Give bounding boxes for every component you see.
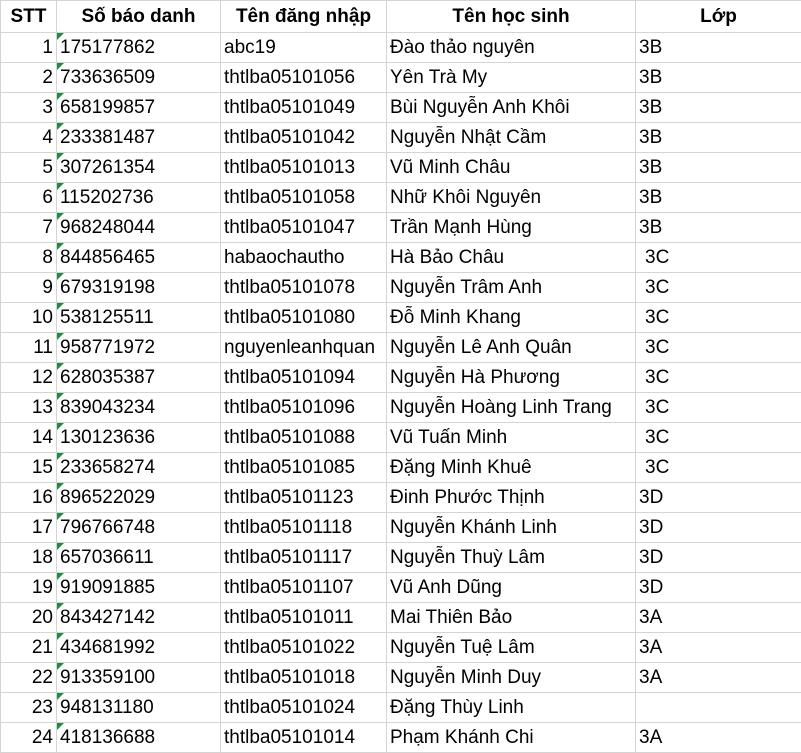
cell-login[interactable] (221, 393, 387, 423)
cell-login[interactable] (221, 33, 387, 63)
cell-name-text: Mai Thiên Bảo (390, 607, 512, 628)
cell-class-text: 3A (639, 727, 662, 748)
cell-sbd-text: 896522029 (60, 487, 155, 508)
cell-name[interactable] (387, 663, 636, 693)
cell-class[interactable] (636, 483, 801, 513)
cell-name[interactable] (387, 213, 636, 243)
table-row (1, 693, 801, 723)
cell-login-text: thtlba05101080 (224, 307, 355, 328)
cell-class[interactable] (636, 303, 801, 333)
cell-class[interactable] (636, 453, 801, 483)
cell-login-text: thtlba05101085 (224, 457, 355, 478)
cell-stt-text: 3 (42, 97, 53, 118)
cell-name[interactable] (387, 573, 636, 603)
cell-sbd[interactable] (57, 663, 221, 693)
cell-class-text: 3B (639, 127, 662, 148)
cell-sbd[interactable] (57, 573, 221, 603)
cell-class[interactable] (636, 93, 801, 123)
header-sbd[interactable]: Số báo danh (57, 1, 221, 33)
number-as-text-indicator-icon (57, 483, 64, 490)
cell-name[interactable] (387, 393, 636, 423)
cell-stt[interactable] (1, 423, 57, 453)
cell-login[interactable] (221, 693, 387, 723)
cell-stt[interactable] (1, 633, 57, 663)
cell-stt-text: 1 (42, 37, 53, 58)
cell-sbd-text: 844856465 (60, 247, 155, 268)
cell-name-text: Nguyễn Hoàng Linh Trang (390, 397, 612, 418)
cell-class-text: 3C (645, 277, 669, 298)
table-body (1, 33, 801, 753)
cell-sbd[interactable] (57, 63, 221, 93)
cell-name-text: Đinh Phước Thịnh (390, 487, 545, 508)
table-row (1, 603, 801, 633)
cell-stt[interactable] (1, 663, 57, 693)
cell-name[interactable] (387, 483, 636, 513)
cell-class[interactable] (636, 723, 801, 753)
number-as-text-indicator-icon (57, 63, 64, 70)
cell-login[interactable] (221, 543, 387, 573)
number-as-text-indicator-icon (57, 303, 64, 310)
cell-name-text: Trần Mạnh Hùng (390, 217, 532, 238)
cell-stt[interactable] (1, 573, 57, 603)
cell-stt[interactable] (1, 303, 57, 333)
cell-class-text: 3D (639, 517, 663, 538)
cell-class[interactable] (636, 273, 801, 303)
number-as-text-indicator-icon (57, 333, 64, 340)
cell-sbd[interactable] (57, 633, 221, 663)
cell-sbd-text: 968248044 (60, 217, 155, 238)
header-row (1, 1, 801, 33)
cell-login[interactable] (221, 663, 387, 693)
cell-stt-text: 22 (32, 667, 53, 688)
cell-login-text: thtlba05101011 (224, 607, 354, 628)
cell-stt-text: 23 (32, 697, 53, 718)
number-as-text-indicator-icon (57, 93, 64, 100)
cell-class-text: 3A (639, 667, 662, 688)
cell-stt[interactable] (1, 243, 57, 273)
cell-class[interactable] (636, 663, 801, 693)
table-row (1, 393, 801, 423)
cell-login-text: thtlba05101088 (224, 427, 355, 448)
cell-class[interactable] (636, 513, 801, 543)
cell-sbd-text: 679319198 (60, 277, 155, 298)
number-as-text-indicator-icon (57, 693, 64, 700)
cell-stt-text: 11 (33, 337, 53, 358)
cell-sbd[interactable] (57, 243, 221, 273)
cell-sbd-text: 538125511 (60, 307, 154, 328)
cell-class-text: 3D (639, 577, 663, 598)
cell-class-text: 3B (639, 67, 662, 88)
cell-class-text: 3C (645, 337, 669, 358)
table-row (1, 363, 801, 393)
cell-sbd-text: 175177862 (60, 37, 155, 58)
table-row (1, 333, 801, 363)
cell-stt[interactable] (1, 693, 57, 723)
cell-name-text: Nguyễn Lê Anh Quân (390, 337, 572, 358)
cell-stt-text: 21 (32, 637, 53, 658)
cell-login[interactable] (221, 243, 387, 273)
cell-class-text: 3C (645, 457, 669, 478)
number-as-text-indicator-icon (57, 603, 64, 610)
cell-name[interactable] (387, 513, 636, 543)
cell-name-text: Đặng Thùy Linh (390, 697, 524, 718)
cell-login-text: thtlba05101049 (224, 97, 355, 118)
cell-stt[interactable] (1, 153, 57, 183)
cell-login[interactable] (221, 333, 387, 363)
cell-login-text: thtlba05101042 (224, 127, 355, 148)
cell-sbd[interactable] (57, 153, 221, 183)
cell-class[interactable] (636, 573, 801, 603)
cell-class-text: 3D (639, 547, 663, 568)
cell-stt[interactable] (1, 543, 57, 573)
cell-sbd-text: 733636509 (60, 67, 155, 88)
table-row (1, 423, 801, 453)
cell-stt[interactable] (1, 333, 57, 363)
cell-class[interactable] (636, 363, 801, 393)
number-as-text-indicator-icon (57, 723, 64, 730)
cell-class[interactable] (636, 183, 801, 213)
cell-name-text: Đỗ Minh Khang (390, 307, 521, 328)
number-as-text-indicator-icon (57, 393, 64, 400)
cell-login-text: abc19 (224, 37, 276, 58)
cell-name[interactable] (387, 243, 636, 273)
cell-stt-text: 13 (32, 397, 53, 418)
cell-login[interactable] (221, 483, 387, 513)
cell-stt-text: 15 (32, 457, 53, 478)
cell-class[interactable] (636, 603, 801, 633)
number-as-text-indicator-icon (57, 543, 64, 550)
cell-name-text: Yên Trà My (390, 67, 487, 88)
cell-login[interactable] (221, 153, 387, 183)
table-row (1, 483, 801, 513)
cell-stt[interactable] (1, 33, 57, 63)
cell-stt-text: 17 (32, 517, 53, 538)
cell-login[interactable] (221, 513, 387, 543)
cell-stt[interactable] (1, 273, 57, 303)
cell-login-text: habaochautho (224, 247, 344, 268)
cell-sbd-text: 418136688 (60, 727, 155, 748)
cell-login[interactable] (221, 423, 387, 453)
cell-class-text: 3B (639, 37, 662, 58)
cell-class[interactable] (636, 243, 801, 273)
cell-name[interactable] (387, 543, 636, 573)
table-row (1, 663, 801, 693)
cell-sbd[interactable] (57, 543, 221, 573)
cell-sbd-text: 948131180 (60, 697, 154, 718)
number-as-text-indicator-icon (57, 123, 64, 130)
cell-class-text: 3D (639, 487, 663, 508)
cell-name-text: Nguyễn Minh Duy (390, 667, 541, 688)
cell-sbd-text: 657036611 (60, 547, 154, 568)
cell-name-text: Vũ Anh Dũng (390, 577, 502, 598)
cell-class[interactable] (636, 693, 801, 723)
cell-name-text: Nguyễn Trâm Anh (390, 277, 542, 298)
cell-name-text: Nguyễn Nhật Cầm (390, 127, 546, 148)
cell-sbd-text: 233658274 (60, 457, 155, 478)
cell-sbd[interactable] (57, 693, 221, 723)
cell-login[interactable] (221, 723, 387, 753)
number-as-text-indicator-icon (57, 33, 64, 40)
cell-login-text: thtlba05101078 (224, 277, 355, 298)
cell-name-text: Hà Bảo Châu (390, 247, 504, 268)
cell-sbd-text: 796766748 (60, 517, 155, 538)
cell-class-text: 3B (639, 217, 662, 238)
table-row (1, 93, 801, 123)
number-as-text-indicator-icon (57, 633, 64, 640)
table-row (1, 513, 801, 543)
cell-stt[interactable] (1, 513, 57, 543)
cell-name[interactable] (387, 603, 636, 633)
table-row (1, 723, 801, 753)
table-row (1, 213, 801, 243)
cell-class[interactable] (636, 393, 801, 423)
cell-name[interactable] (387, 723, 636, 753)
header-login[interactable]: Tên đăng nhập (221, 1, 387, 33)
cell-stt-text: 4 (42, 127, 53, 148)
cell-name-text: Vũ Tuấn Minh (390, 427, 507, 448)
cell-class-text: 3C (645, 307, 669, 328)
cell-login[interactable] (221, 213, 387, 243)
cell-sbd[interactable] (57, 183, 221, 213)
number-as-text-indicator-icon (57, 513, 64, 520)
table-row (1, 153, 801, 183)
cell-class[interactable] (636, 213, 801, 243)
cell-login-text: thtlba05101013 (224, 157, 355, 178)
cell-sbd-text: 115202736 (60, 187, 154, 208)
cell-sbd[interactable] (57, 273, 221, 303)
cell-name[interactable] (387, 693, 636, 723)
cell-login[interactable] (221, 123, 387, 153)
cell-stt-text: 16 (32, 487, 53, 508)
cell-login[interactable] (221, 363, 387, 393)
table-row (1, 573, 801, 603)
cell-login-text: thtlba05101123 (224, 487, 354, 508)
cell-sbd-text: 913359100 (60, 667, 155, 688)
cell-class[interactable] (636, 153, 801, 183)
cell-login[interactable] (221, 573, 387, 603)
cell-sbd[interactable] (57, 93, 221, 123)
cell-class[interactable] (636, 63, 801, 93)
cell-sbd[interactable] (57, 513, 221, 543)
cell-stt-text: 2 (42, 67, 53, 88)
cell-class-text: 3C (645, 397, 669, 418)
cell-class-text: 3C (645, 427, 669, 448)
cell-sbd[interactable] (57, 453, 221, 483)
cell-class-text: 3C (645, 367, 669, 388)
cell-class-text: 3B (639, 187, 662, 208)
header-stt[interactable]: STT (1, 1, 57, 33)
cell-stt[interactable] (1, 393, 57, 423)
table-row (1, 123, 801, 153)
header-name[interactable]: Tên học sinh (387, 1, 636, 33)
number-as-text-indicator-icon (57, 273, 64, 280)
table-row (1, 33, 801, 63)
number-as-text-indicator-icon (57, 423, 64, 430)
cell-class[interactable] (636, 543, 801, 573)
cell-sbd-text: 843427142 (60, 607, 155, 628)
cell-stt-text: 9 (42, 277, 53, 298)
cell-login[interactable] (221, 633, 387, 663)
number-as-text-indicator-icon (57, 243, 64, 250)
cell-name-text: Vũ Minh Châu (390, 157, 510, 178)
table-row (1, 63, 801, 93)
table-row (1, 453, 801, 483)
cell-login-text: thtlba05101014 (224, 727, 355, 748)
number-as-text-indicator-icon (57, 213, 64, 220)
cell-stt-text: 8 (42, 247, 53, 268)
cell-sbd-text: 628035387 (60, 367, 155, 388)
cell-stt[interactable] (1, 453, 57, 483)
cell-login[interactable] (221, 183, 387, 213)
cell-login[interactable] (221, 603, 387, 633)
table-row (1, 543, 801, 573)
cell-name-text: Đào thảo nguyên (390, 37, 535, 58)
cell-name[interactable] (387, 33, 636, 63)
cell-login-text: thtlba05101096 (224, 397, 355, 418)
cell-name[interactable] (387, 153, 636, 183)
table-row (1, 273, 801, 303)
number-as-text-indicator-icon (57, 573, 64, 580)
cell-class[interactable] (636, 33, 801, 63)
cell-stt-text: 6 (42, 187, 53, 208)
cell-class-text: 3B (639, 97, 662, 118)
cell-stt[interactable] (1, 123, 57, 153)
cell-stt[interactable] (1, 93, 57, 123)
cell-sbd[interactable] (57, 723, 221, 753)
cell-class-text: 3B (639, 157, 662, 178)
cell-name-text: Nguyễn Tuệ Lâm (390, 637, 535, 658)
cell-name-text: Đặng Minh Khuê (390, 457, 532, 478)
cell-login-text: thtlba05101024 (224, 697, 355, 718)
cell-login-text: thtlba05101022 (224, 637, 355, 658)
cell-login[interactable] (221, 453, 387, 483)
number-as-text-indicator-icon (57, 183, 64, 190)
cell-name-text: Nguyễn Khánh Linh (390, 517, 557, 538)
cell-stt[interactable] (1, 363, 57, 393)
number-as-text-indicator-icon (57, 363, 64, 370)
number-as-text-indicator-icon (57, 153, 64, 160)
cell-class-text: 3C (645, 247, 669, 268)
cell-sbd[interactable] (57, 363, 221, 393)
cell-login-text: thtlba05101058 (224, 187, 355, 208)
cell-name[interactable] (387, 123, 636, 153)
cell-name[interactable] (387, 273, 636, 303)
cell-stt-text: 18 (32, 547, 53, 568)
cell-name[interactable] (387, 303, 636, 333)
cell-sbd-text: 130123636 (60, 427, 155, 448)
cell-sbd[interactable] (57, 603, 221, 633)
cell-stt[interactable] (1, 183, 57, 213)
cell-sbd[interactable] (57, 123, 221, 153)
cell-stt[interactable] (1, 63, 57, 93)
cell-sbd[interactable] (57, 213, 221, 243)
cell-stt-text: 19 (32, 577, 53, 598)
cell-sbd-text: 434681992 (60, 637, 155, 658)
cell-login[interactable] (221, 273, 387, 303)
cell-class[interactable] (636, 423, 801, 453)
header-class[interactable]: Lớp (636, 1, 801, 33)
cell-sbd-text: 839043234 (60, 397, 155, 418)
cell-class-text: 3A (639, 637, 662, 658)
cell-sbd[interactable] (57, 333, 221, 363)
cell-name-text: Bùi Nguyễn Anh Khôi (390, 97, 570, 118)
cell-name[interactable] (387, 93, 636, 123)
cell-stt-text: 10 (32, 307, 53, 328)
cell-name[interactable] (387, 453, 636, 483)
cell-name-text: Nguyễn Thuỳ Lâm (390, 547, 545, 568)
cell-sbd-text: 233381487 (60, 127, 155, 148)
cell-stt-text: 14 (32, 427, 53, 448)
cell-name[interactable] (387, 423, 636, 453)
table-row (1, 183, 801, 213)
cell-class[interactable] (636, 123, 801, 153)
cell-stt-text: 7 (42, 217, 53, 238)
cell-name-text: Phạm Khánh Chi (390, 727, 534, 748)
number-as-text-indicator-icon (57, 663, 64, 670)
cell-class[interactable] (636, 333, 801, 363)
cell-login-text: thtlba05101056 (224, 67, 355, 88)
cell-login-text: thtlba05101118 (224, 517, 352, 538)
cell-stt-text: 12 (32, 367, 53, 388)
cell-login-text: thtlba05101094 (224, 367, 355, 388)
cell-class[interactable] (636, 633, 801, 663)
cell-sbd-text: 958771972 (60, 337, 155, 358)
cell-sbd[interactable] (57, 393, 221, 423)
cell-name[interactable] (387, 333, 636, 363)
cell-stt-text: 24 (32, 727, 53, 748)
table-row (1, 243, 801, 273)
cell-login-text: thtlba05101117 (224, 547, 352, 568)
cell-login[interactable] (221, 63, 387, 93)
cell-login-text: thtlba05101047 (224, 217, 355, 238)
cell-stt-text: 5 (42, 157, 53, 178)
cell-stt[interactable] (1, 603, 57, 633)
table-row (1, 633, 801, 663)
cell-sbd[interactable] (57, 33, 221, 63)
cell-login-text: thtlba05101018 (224, 667, 355, 688)
cell-sbd[interactable] (57, 483, 221, 513)
cell-sbd[interactable] (57, 423, 221, 453)
cell-login[interactable] (221, 93, 387, 123)
cell-stt[interactable] (1, 483, 57, 513)
cell-sbd[interactable] (57, 303, 221, 333)
cell-stt[interactable] (1, 213, 57, 243)
table-row (1, 303, 801, 333)
cell-name-text: Nguyễn Hà Phương (390, 367, 560, 388)
cell-stt[interactable] (1, 723, 57, 753)
cell-name-text: Nhữ Khôi Nguyên (390, 187, 541, 208)
cell-sbd-text: 919091885 (60, 577, 155, 598)
cell-name[interactable] (387, 63, 636, 93)
number-as-text-indicator-icon (57, 453, 64, 460)
cell-login-text: thtlba05101107 (224, 577, 354, 598)
cell-name[interactable] (387, 363, 636, 393)
cell-name[interactable] (387, 633, 636, 663)
cell-name[interactable] (387, 183, 636, 213)
cell-login-text: nguyenleanhquan (224, 337, 375, 358)
cell-login[interactable] (221, 303, 387, 333)
cell-stt-text: 20 (32, 607, 53, 628)
cell-sbd-text: 307261354 (60, 157, 155, 178)
cell-class-text: 3A (639, 607, 662, 628)
cell-sbd-text: 658199857 (60, 97, 155, 118)
